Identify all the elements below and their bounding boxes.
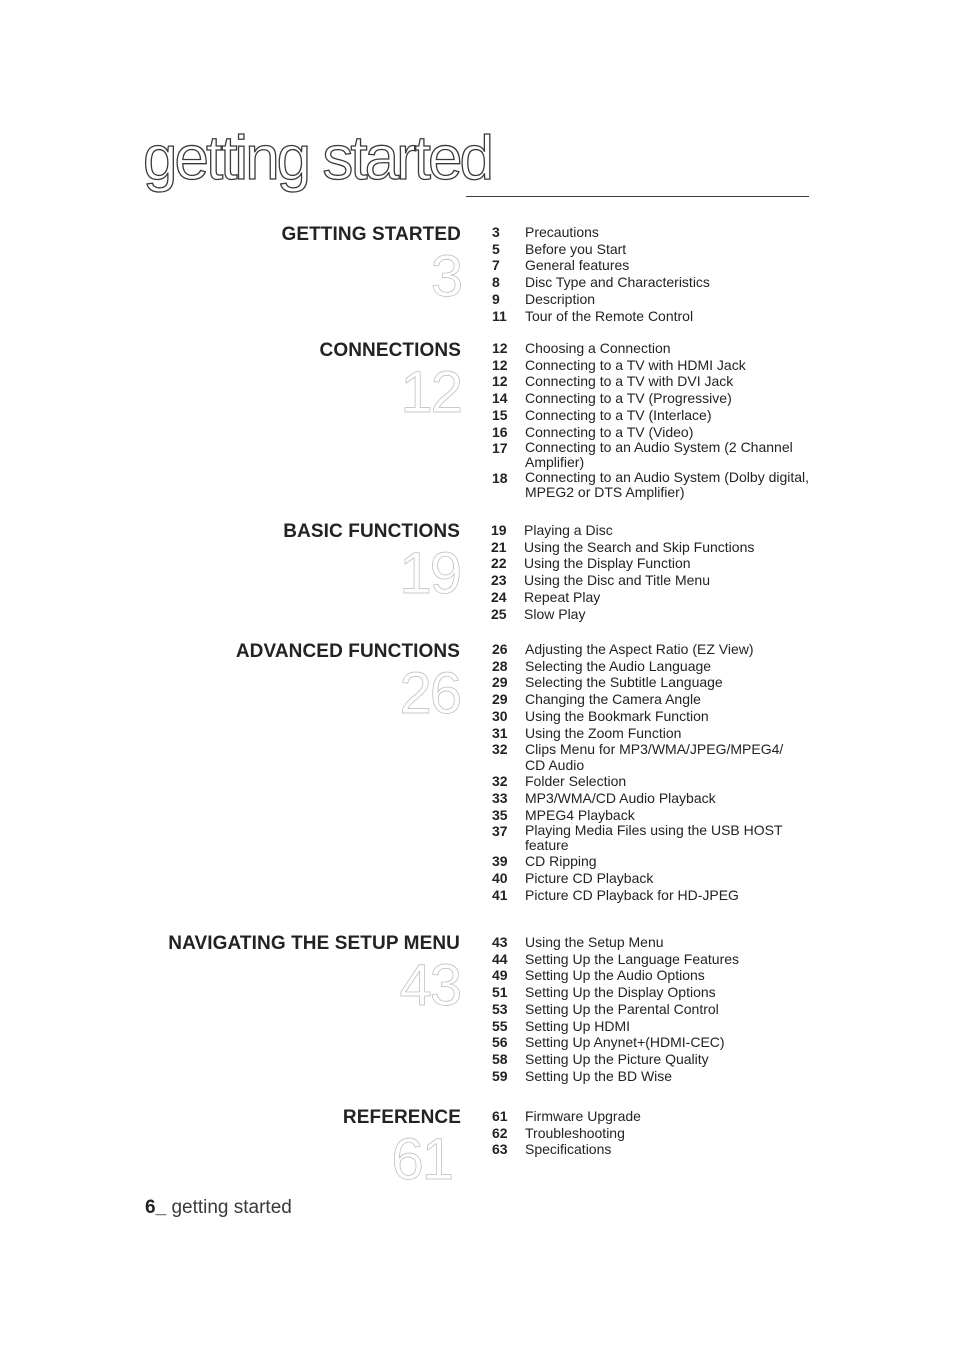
toc-entry[interactable] — [492, 641, 815, 658]
toc-entry[interactable] — [492, 308, 815, 325]
toc-entry-title: Disc Type and Characteristics — [525, 274, 710, 291]
toc-page-number: 61 — [492, 1108, 508, 1124]
footer-page-number: 6 — [145, 1197, 156, 1218]
toc-entry-title: Using the Zoom Function — [525, 724, 682, 741]
toc-page-number: 12 — [492, 373, 508, 390]
toc-page-number: 43 — [492, 934, 508, 950]
toc-page-number: 25 — [491, 605, 507, 622]
toc-list-reference — [492, 1108, 815, 1158]
toc-entry-title: Troubleshooting — [525, 1124, 625, 1141]
footer-separator: _ — [155, 1197, 172, 1218]
toc-page-number: 22 — [491, 555, 507, 572]
toc-page-number: 49 — [492, 967, 508, 984]
toc-entry-title: Choosing a Connection — [525, 340, 671, 356]
toc-entry-title: Connecting to a TV with HDMI Jack — [525, 356, 746, 373]
toc-page-number: 7 — [492, 257, 500, 274]
toc-page-number: 33 — [492, 789, 508, 806]
toc-entry[interactable] — [492, 241, 815, 258]
toc-page-number: 18 — [492, 470, 508, 487]
toc-page-number: 35 — [492, 806, 508, 823]
toc-entry-title: Setting Up Anynet+(HDMI-CEC) — [525, 1034, 725, 1051]
toc-entry[interactable] — [492, 823, 795, 853]
toc-list-getting-started — [492, 224, 815, 324]
toc-entry[interactable] — [492, 1141, 815, 1158]
toc-entry[interactable] — [492, 790, 815, 807]
toc-page-number: 17 — [492, 440, 508, 457]
toc-entry[interactable] — [492, 470, 815, 500]
toc-entry-title: Clips Menu for MP3/WMA/JPEG/MPEG4/ CD Audio — [525, 741, 784, 774]
toc-entry[interactable] — [492, 224, 815, 241]
toc-entry-title: CD Ripping — [525, 853, 597, 870]
toc-entry-title: Playing a Disc — [524, 522, 613, 538]
toc-entry-title: Precautions — [525, 224, 599, 240]
toc-entry[interactable] — [492, 773, 815, 790]
toc-entry-title: Specifications — [525, 1141, 612, 1158]
toc-entry[interactable] — [492, 934, 815, 951]
toc-page-number: 14 — [492, 390, 508, 407]
toc-entry[interactable] — [492, 274, 815, 291]
toc-entry[interactable] — [492, 887, 815, 904]
toc-entry[interactable] — [492, 1068, 815, 1085]
toc-entry[interactable] — [492, 373, 815, 390]
toc-page-number: 15 — [492, 406, 508, 423]
toc-entry-title: Using the Bookmark Function — [525, 707, 709, 724]
toc-entry[interactable] — [492, 1125, 815, 1142]
section-heading-advanced-functions: ADVANCED FUNCTIONS — [235, 641, 460, 662]
toc-entry[interactable] — [492, 853, 815, 870]
toc-entry[interactable] — [492, 725, 815, 742]
toc-entry-title: Changing the Camera Angle — [525, 691, 701, 708]
toc-page-number: 51 — [492, 984, 508, 1001]
toc-entry-title: Slow Play — [524, 605, 586, 622]
toc-page-number: 39 — [492, 853, 508, 870]
toc-page-number: 12 — [492, 340, 508, 356]
toc-entry[interactable] — [491, 606, 814, 623]
toc-entry-title: General features — [525, 257, 630, 274]
toc-page-number: 31 — [492, 724, 508, 741]
toc-entry-title: Setting Up the Language Features — [525, 950, 740, 967]
toc-page-number: 58 — [492, 1050, 508, 1067]
toc-page-number: 44 — [492, 950, 508, 967]
section-start-page-getting-started: 3 — [430, 244, 461, 309]
toc-entry[interactable] — [492, 1051, 815, 1068]
toc-entry-title: Connecting to a TV (Video) — [525, 423, 694, 440]
toc-page-number: 63 — [492, 1141, 508, 1158]
toc-entry-title: Setting Up the Parental Control — [525, 1000, 719, 1017]
toc-page-number: 37 — [492, 823, 508, 840]
toc-entry-title: Connecting to a TV (Interlace) — [525, 406, 712, 423]
toc-entry-title: Playing Media Files using the USB HOST feature — [525, 822, 783, 854]
toc-entry-title: Selecting the Subtitle Language — [525, 674, 723, 691]
toc-page-number: 30 — [492, 707, 508, 724]
toc-entry[interactable] — [492, 708, 815, 725]
toc-page-number: 28 — [492, 657, 508, 674]
toc-page-number: 3 — [492, 224, 500, 240]
toc-entry-title: Firmware Upgrade — [525, 1108, 641, 1124]
toc-page-number: 19 — [491, 522, 507, 538]
section-heading-navigating-the-setup-menu: NAVIGATING THE SETUP MENU — [168, 933, 460, 954]
toc-entry[interactable] — [492, 967, 815, 984]
toc-page-number: 11 — [492, 307, 507, 324]
toc-entry[interactable] — [492, 1018, 815, 1035]
toc-entry-title: Setting Up the Audio Options — [525, 967, 705, 984]
toc-entry-title: Setting Up HDMI — [525, 1017, 631, 1034]
toc-entry-title: Tour of the Remote Control — [525, 307, 694, 324]
toc-entry-title: MP3/WMA/CD Audio Playback — [525, 789, 716, 806]
toc-entry[interactable] — [492, 674, 815, 691]
toc-entry[interactable] — [492, 658, 815, 675]
toc-entry[interactable] — [492, 870, 815, 887]
toc-page-number: 29 — [492, 691, 508, 708]
toc-page-number: 12 — [492, 356, 508, 373]
toc-entry[interactable] — [492, 257, 815, 274]
section-start-page-advanced-functions: 26 — [399, 661, 460, 726]
section-heading-reference: REFERENCE — [342, 1107, 461, 1128]
toc-page-number: 56 — [492, 1034, 508, 1051]
toc-entry-title: Selecting the Audio Language — [525, 657, 712, 674]
toc-page-number: 5 — [492, 240, 500, 257]
toc-page-number: 24 — [491, 588, 507, 605]
toc-entry-title: Using the Display Function — [524, 555, 691, 572]
toc-entry[interactable] — [491, 572, 814, 589]
toc-page-number: 16 — [492, 423, 508, 440]
toc-entry[interactable] — [491, 555, 814, 572]
toc-page-number: 9 — [492, 290, 500, 307]
toc-entry[interactable] — [492, 1108, 815, 1125]
toc-entry-title: Setting Up the Display Options — [525, 984, 716, 1001]
toc-entry-title: Adjusting the Aspect Ratio (EZ View) — [525, 641, 754, 657]
section-heading-connections: CONNECTIONS — [319, 340, 461, 361]
toc-entry[interactable] — [491, 589, 814, 606]
toc-entry-title: Description — [525, 290, 596, 307]
toc-entry-title: Connecting to a TV (Progressive) — [525, 390, 732, 407]
toc-entry-title: Folder Selection — [525, 773, 627, 790]
page-title: getting started — [143, 124, 491, 193]
footer-label: getting started — [171, 1197, 292, 1218]
toc-page-number: 29 — [492, 674, 508, 691]
toc-page-number: 8 — [492, 274, 500, 291]
toc-entry[interactable] — [492, 807, 815, 824]
toc-page-number: 32 — [492, 741, 508, 758]
toc-page-number: 62 — [492, 1124, 508, 1141]
toc-entry-title: Setting Up the Picture Quality — [525, 1050, 709, 1067]
toc-entry-title: MPEG4 Playback — [525, 806, 635, 823]
toc-page-number: 53 — [492, 1000, 508, 1017]
toc-entry[interactable] — [492, 1034, 815, 1051]
toc-entry-title: Repeat Play — [524, 588, 601, 605]
toc-entry-title: Connecting to an Audio System (2 Channel Amplifier) — [525, 439, 793, 471]
toc-entry-title: Using the Search and Skip Functions — [524, 538, 755, 555]
toc-entry[interactable] — [492, 291, 815, 308]
section-heading-getting-started: GETTING STARTED — [281, 224, 461, 245]
toc-entry-title: Connecting to a TV with DVI Jack — [525, 373, 734, 390]
toc-entry[interactable] — [492, 357, 815, 374]
toc-list-advanced-functions — [492, 641, 815, 903]
toc-entry[interactable] — [492, 1001, 815, 1018]
page-footer — [145, 1197, 292, 1219]
toc-entry-title: Using the Disc and Title Menu — [524, 572, 710, 589]
section-start-page-navigating-the-setup-menu: 43 — [399, 953, 460, 1018]
toc-list-connections — [492, 340, 815, 500]
toc-entry[interactable] — [492, 951, 815, 968]
toc-entry-title: Picture CD Playback — [525, 870, 654, 887]
toc-entry[interactable] — [492, 440, 815, 470]
toc-entry[interactable] — [492, 691, 815, 708]
toc-page-number: 41 — [492, 886, 508, 903]
toc-entry[interactable] — [492, 424, 815, 441]
toc-list-basic-functions — [491, 522, 814, 622]
toc-entry[interactable] — [492, 741, 790, 773]
toc-entry[interactable] — [492, 390, 815, 407]
toc-page-number: 55 — [492, 1017, 508, 1034]
toc-entry-title: Before you Start — [525, 240, 627, 257]
toc-page-number: 23 — [491, 572, 507, 589]
section-start-page-basic-functions: 19 — [399, 541, 460, 606]
toc-page-number: 26 — [492, 641, 508, 657]
section-start-page-connections: 12 — [400, 360, 461, 425]
toc-entry-title: Setting Up the BD Wise — [525, 1067, 673, 1084]
title-rule — [466, 196, 809, 197]
toc-page-number: 40 — [492, 870, 508, 887]
toc-entry[interactable] — [492, 340, 815, 357]
toc-page-number: 59 — [492, 1067, 508, 1084]
toc-list-navigating-the-setup-menu — [492, 934, 815, 1084]
toc-entry[interactable] — [491, 539, 814, 556]
toc-entry-title: Connecting to an Audio System (Dolby digital, MPEG2 or DTS Amplifier) — [525, 469, 810, 501]
toc-entry[interactable] — [491, 522, 814, 539]
toc-entry[interactable] — [492, 984, 815, 1001]
toc-entry[interactable] — [492, 407, 815, 424]
toc-entry-title: Using the Setup Menu — [525, 934, 664, 950]
section-heading-basic-functions: BASIC FUNCTIONS — [283, 521, 460, 542]
section-start-page-reference: 61 — [391, 1127, 452, 1192]
toc-entry-title: Picture CD Playback for HD-JPEG — [525, 886, 739, 903]
toc-page-number: 21 — [491, 538, 507, 555]
toc-page-number: 32 — [492, 773, 508, 790]
